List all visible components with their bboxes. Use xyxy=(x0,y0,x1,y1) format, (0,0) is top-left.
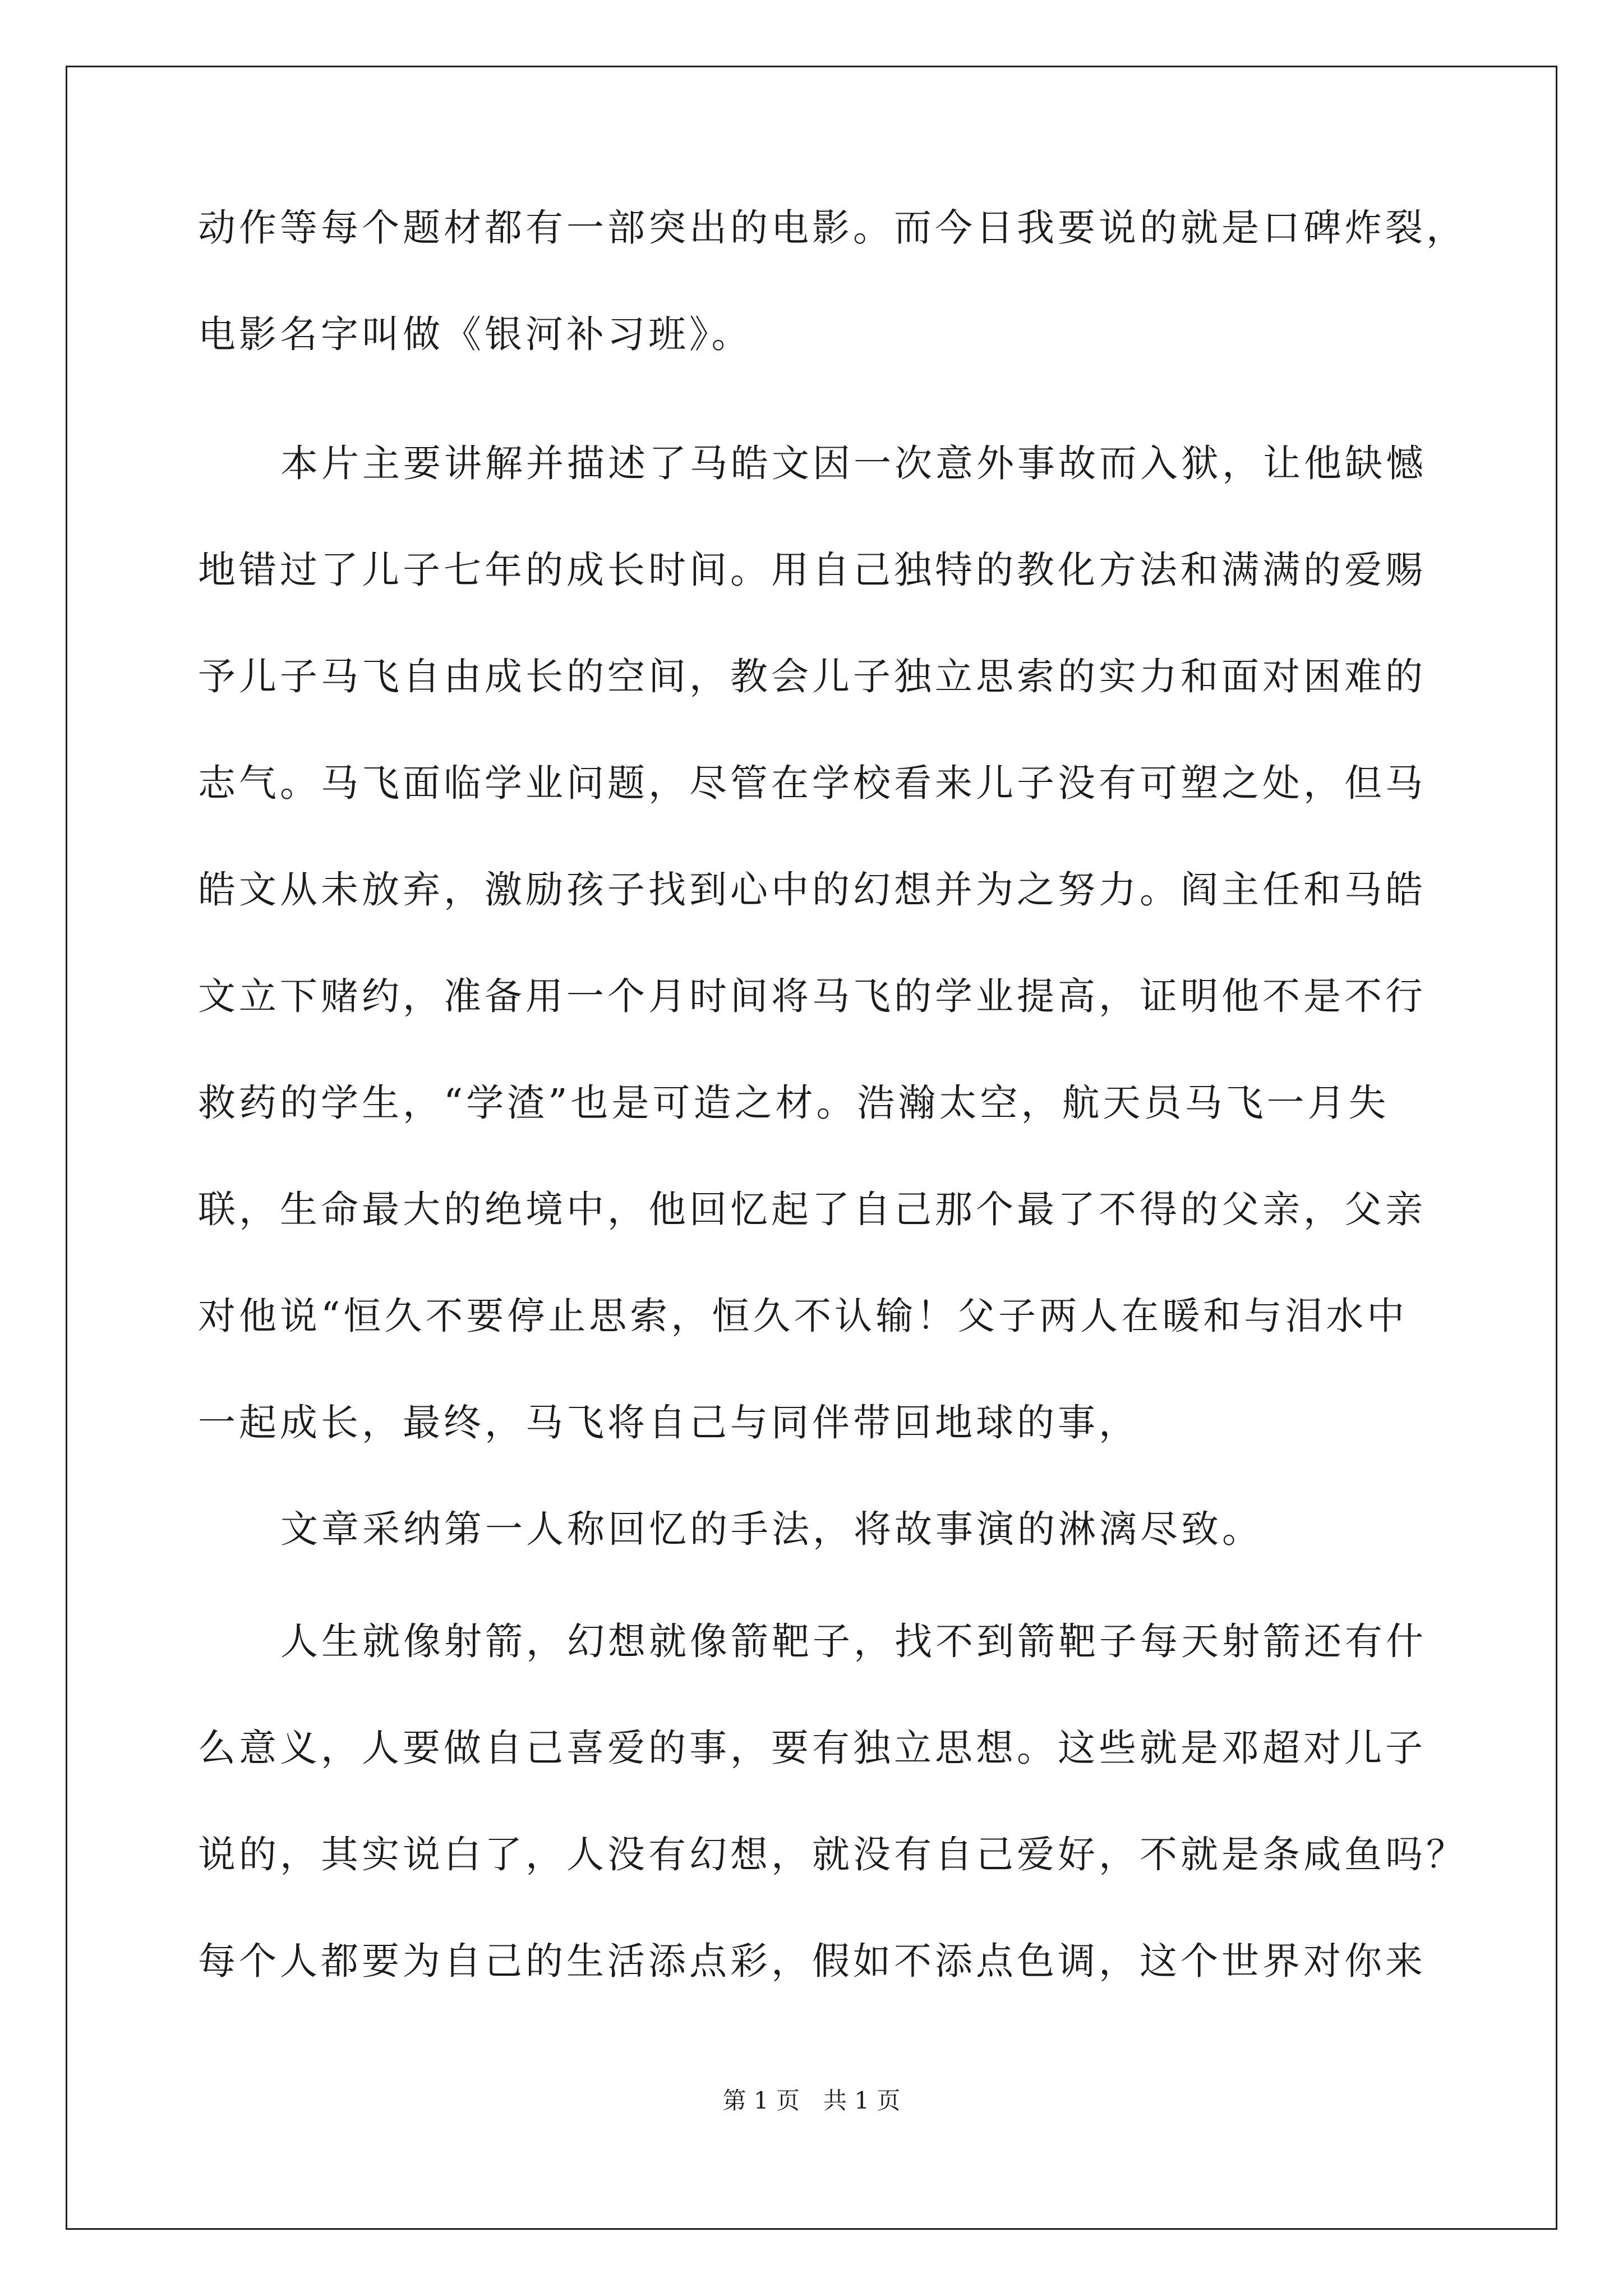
text-line: 皓文从未放弃，激励孩子找到心中的幻想并为之努力。阎主任和马皓 xyxy=(198,868,1426,912)
paragraph-start-line: 人生就像射箭，幻想就像箭靶子，找不到箭靶子每天射箭还有什 xyxy=(280,1619,1427,1663)
text-line: 救药的学生，“学渣”也是可造之材。浩瀚太空，航天员马飞一月失 xyxy=(198,1081,1390,1125)
text-line: 一起成长，最终，马飞将自己与同伴带回地球的事， xyxy=(198,1401,1140,1444)
text-line: 予儿子马飞自由成长的空间，教会儿子独立思索的实力和面对困难的 xyxy=(198,655,1426,698)
paragraph-start-line: 文章采纳第一人称回忆的手法，将故事演的淋漓尽致。 xyxy=(280,1507,1263,1551)
text-line: 志气。马飞面临学业问题，尽管在学校看来儿子没有可塑之处，但马 xyxy=(198,761,1426,805)
text-line: 地错过了儿子七年的成长时间。用自己独特的教化方法和满满的爱赐 xyxy=(198,548,1426,592)
text-line: 么意义，人要做自己喜爱的事，要有独立思想。这些就是邓超对儿子 xyxy=(198,1726,1426,1770)
text-line: 说的，其实说白了，人没有幻想，就没有自己爱好，不就是条咸鱼吗？ xyxy=(198,1833,1467,1876)
page-number: 第 1 页 共 1 页 xyxy=(722,2087,901,2114)
text-line: 对他说“恒久不要停止思索，恒久不认输！父子两人在暖和与泪水中 xyxy=(198,1294,1408,1338)
paragraph-start-line: 本片主要讲解并描述了马皓文因一次意外事故而入狱，让他缺憾 xyxy=(280,441,1427,485)
text-line: 联，生命最大的绝境中，他回忆起了自己那个最了不得的父亲，父亲 xyxy=(198,1188,1426,1231)
text-line: 文立下赌约，准备用一个月时间将马飞的学业提高，证明他不是不行 xyxy=(198,974,1426,1018)
page-border xyxy=(66,66,1557,2230)
text-line: 电影名字叫做《银河补习班》。 xyxy=(198,312,753,356)
text-line: 动作等每个题材都有一部突出的电影。而今日我要说的就是口碑炸裂， xyxy=(198,206,1467,250)
text-line: 每个人都要为自己的生活添点彩，假如不添点色调，这个世界对你来 xyxy=(198,1939,1426,1983)
